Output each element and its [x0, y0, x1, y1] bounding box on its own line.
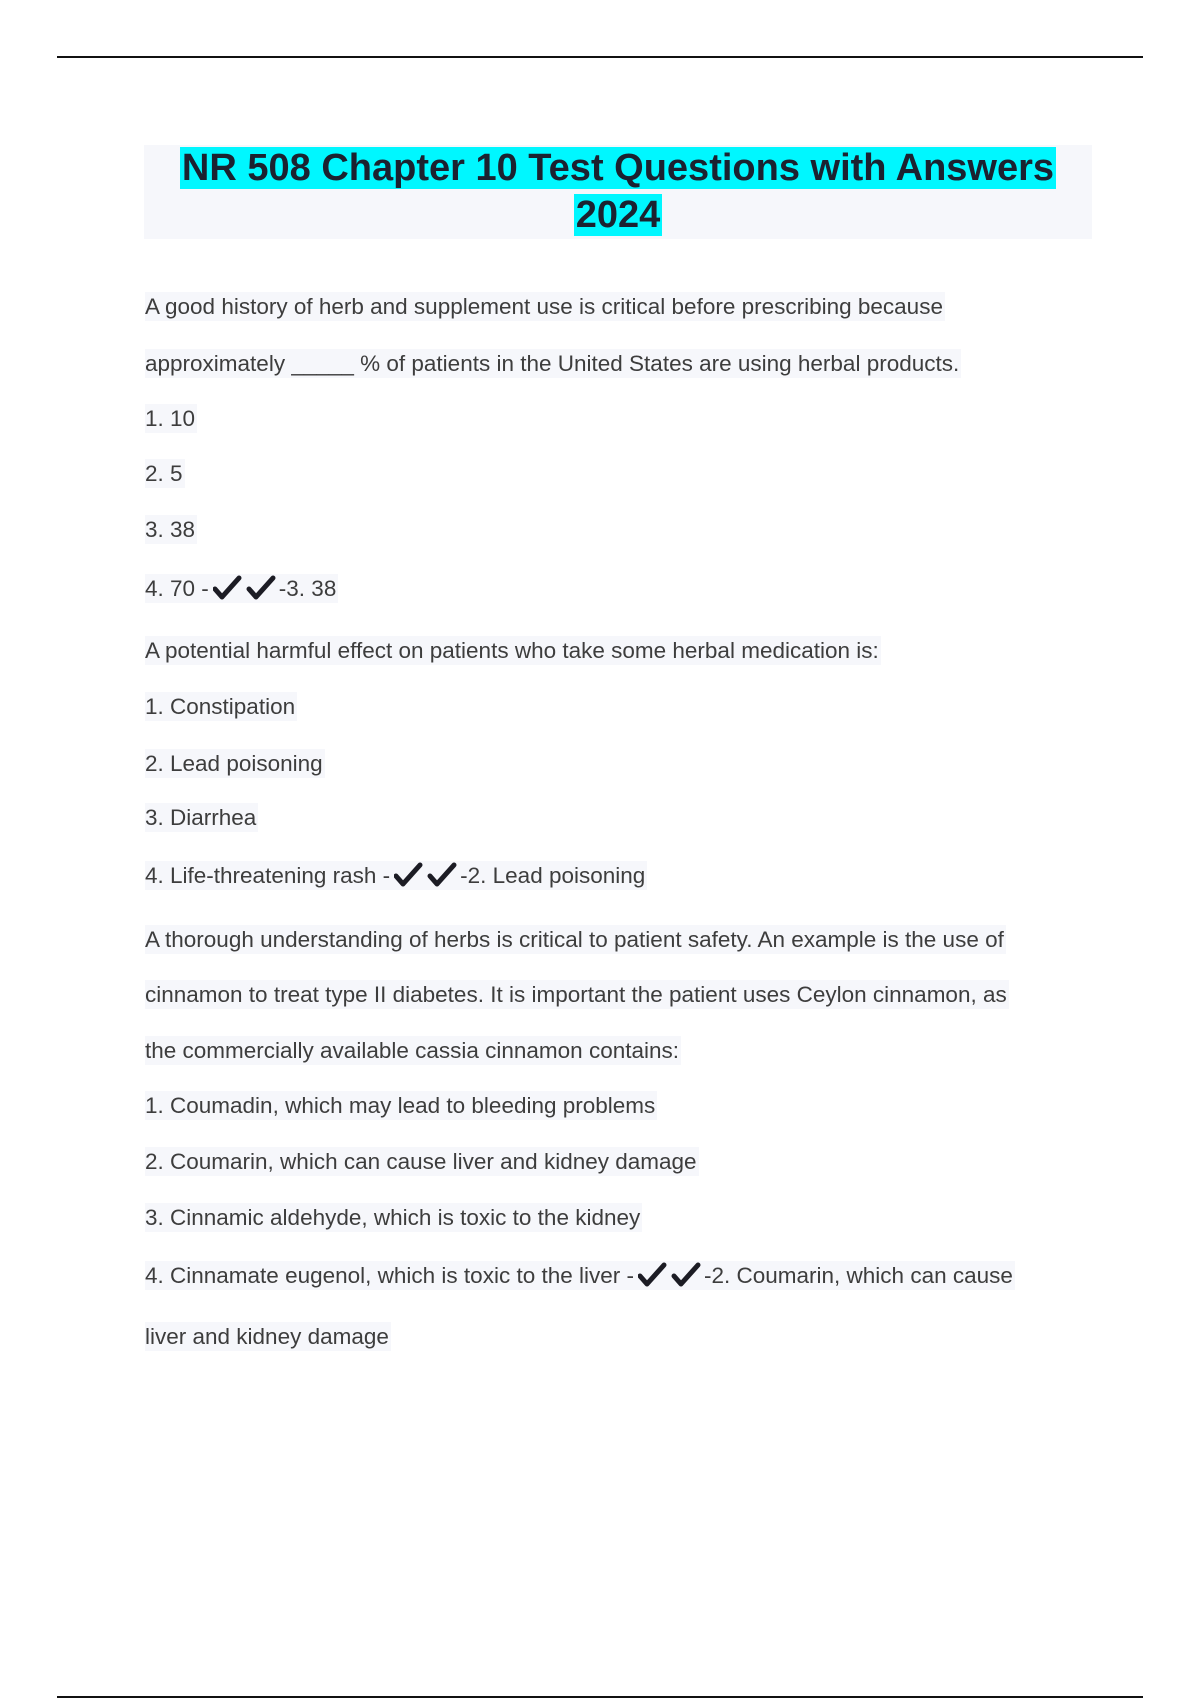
question-1-option-4-with-answer: [145, 574, 338, 604]
question-2-option-3: 3. Diarrhea: [145, 805, 257, 830]
question-1-stem-line-1: A good history of herb and supplement use is critical before prescribing because: [145, 294, 943, 319]
question-3-option-3: 3. Cinnamic aldehyde, which is toxic to the kidney: [145, 1205, 641, 1230]
question-3-stem-line-3: the commercially available cassia cinnamon contains:: [145, 1038, 680, 1063]
double-check-icon: [638, 1262, 702, 1288]
top-rule: [57, 56, 1143, 58]
question-3-option-2: 2. Coumarin, which can cause liver and kidney damage: [145, 1149, 697, 1174]
question-3-answer: -2. Coumarin, which can cause: [704, 1263, 1013, 1288]
question-2-stem-line-1: A potential harmful effect on patients who take some herbal medication is:: [145, 638, 879, 663]
page-title-line-2: 2024: [575, 194, 661, 236]
question-3-option-4: 4. Cinnamate eugenol, which is toxic to the liver -: [145, 1263, 634, 1288]
question-1-option-3: 3. 38: [145, 517, 196, 542]
question-3-option-1: 1. Coumadin, which may lead to bleeding problems: [145, 1093, 656, 1118]
question-1-option-1: 1. 10: [145, 406, 196, 431]
question-1-option-2: 2. 5: [145, 461, 183, 486]
title-block: [144, 145, 1092, 239]
double-check-icon: [213, 575, 277, 601]
question-2-option-2: 2. Lead poisoning: [145, 751, 323, 776]
question-2-answer: -2. Lead poisoning: [460, 863, 646, 888]
question-3-answer-continued: liver and kidney damage: [145, 1324, 389, 1349]
double-check-icon: [394, 862, 458, 888]
question-2-option-1: 1. Constipation: [145, 694, 296, 719]
question-3-option-4-with-answer: [145, 1261, 1015, 1291]
question-1-answer: -3. 38: [278, 576, 337, 601]
question-1-stem-line-2: approximately _____ % of patients in the United States are using herbal products.: [145, 351, 960, 376]
question-2-option-4: 4. Life-threatening rash -: [145, 863, 391, 888]
question-3-stem-line-2: cinnamon to treat type II diabetes. It is important the patient uses Ceylon cinnamon, as: [145, 982, 1007, 1007]
question-2-option-4-with-answer: [145, 861, 647, 891]
question-3-stem-line-1: A thorough understanding of herbs is critical to patient safety. An example is the use of: [145, 927, 1004, 952]
question-1-option-4: 4. 70 -: [145, 576, 209, 601]
page-title-line-1: NR 508 Chapter 10 Test Questions with Answers: [181, 147, 1055, 189]
bottom-rule: [57, 1696, 1143, 1698]
